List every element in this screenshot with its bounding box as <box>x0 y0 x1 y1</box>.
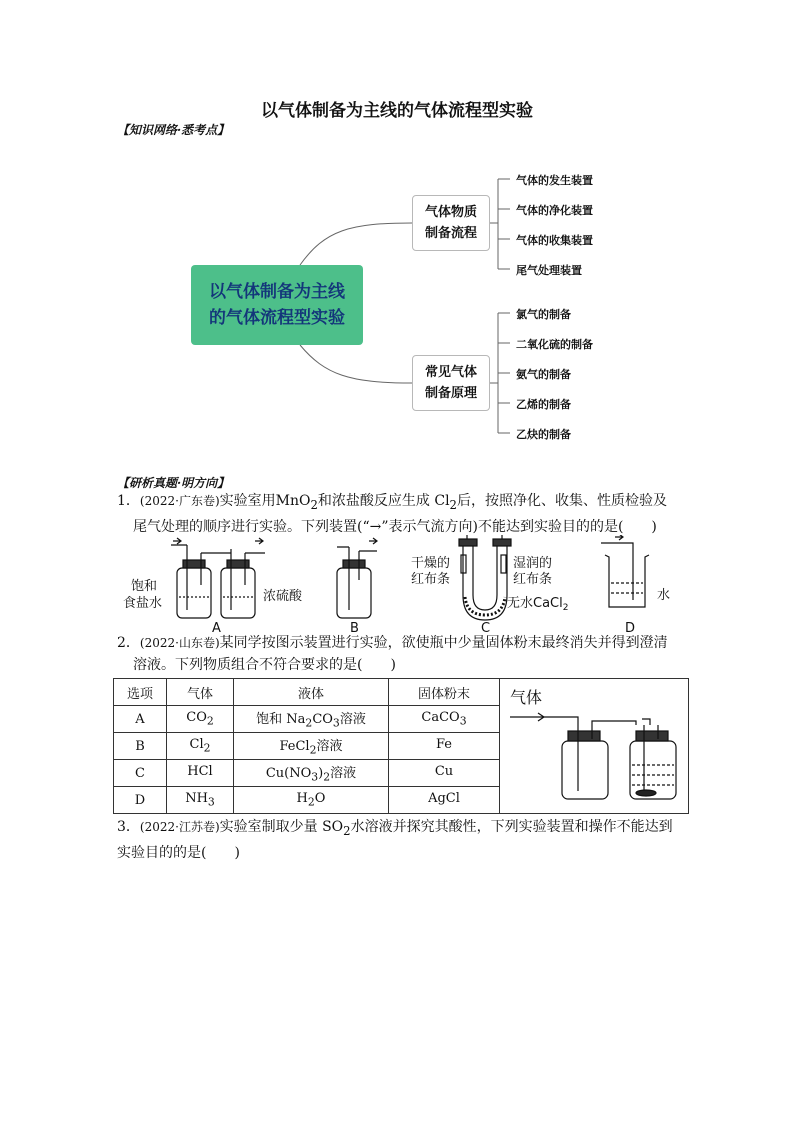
mind-map-leaf: 气体的收集装置 <box>516 234 593 247</box>
figC-label-l2: 红布条 <box>411 572 451 587</box>
table-row: A $CO_2$ 饱和 $Na_2CO_3$溶液 CaCO$_3$ <box>114 706 689 733</box>
figC-letter: C <box>481 621 491 635</box>
question-2: 2．(2022·山东卷)某同学按图示装置进行实验，欲使瓶中少量固体粉末最终消失并得到澄清 溶液。下列物质组合不符合要求的是( ) <box>117 635 668 673</box>
table-header-row: 选项 气体 液体 固体粉末 气体 <box>114 679 689 706</box>
section-heading-knowledge: 【知识网络·悉考点】 <box>117 123 230 137</box>
page-title: 以气体制备为主线的气体流程型实验 <box>261 101 533 121</box>
mind-map-leaf: 二氧化硫的制备 <box>516 338 593 351</box>
question-3: 3．(2022·江苏卷)实验室制取少量 $SO_2$水溶液并探究其酸性，下列实验装置和操作不能达到 实验目的的是( ) <box>117 819 673 861</box>
figC-label-r1: 湿润的 <box>513 556 553 571</box>
figB-letter: B <box>350 621 359 635</box>
figA-letter: A <box>212 621 221 635</box>
figD-label-right: 水 <box>657 588 671 603</box>
question-1: 1．(2022·广东卷)实验室用MnO$_2$和浓盐酸反应生成 $Cl_2$后，按照净化、收集、性质检验及 尾气处理的顺序进行实验。下列装置(“→”表示气流方向)不能达到实验目的的是( ) <box>117 493 667 535</box>
mind-map-leaf: 乙炔的制备 <box>516 428 571 441</box>
mind-map-branch-common-gases: 常见气体 制备原理 <box>412 355 490 411</box>
figC-label-bottom: 无水CaCl$_2$ <box>507 596 569 613</box>
mind-map <box>150 155 670 455</box>
question-number: 2． <box>117 635 140 651</box>
q1-apparatus-figure <box>115 535 690 635</box>
question-source: (2022·江苏卷) <box>139 820 220 834</box>
question-source: (2022·山东卷) <box>139 636 220 650</box>
mind-map-leaf: 气体的净化装置 <box>516 204 593 217</box>
figC-label-r2: 红布条 <box>513 572 553 587</box>
table-row: B $Cl_2$ FeCl$_2$溶液 Fe <box>114 733 689 760</box>
figD-letter: D <box>625 621 636 635</box>
q2-options-table <box>113 678 689 814</box>
q2-figure-label: 气体 <box>510 688 543 707</box>
mind-map-branch-preparation-flow: 气体物质 制备流程 <box>412 195 490 251</box>
figA-label-left2: 食盐水 <box>123 596 163 611</box>
question-number: 3． <box>117 819 140 835</box>
question-source: (2022·广东卷) <box>139 494 220 508</box>
mind-map-leaf: 乙烯的制备 <box>516 398 571 411</box>
q2-apparatus-figure <box>500 679 688 813</box>
question-number: 1． <box>117 493 140 509</box>
q2-figure-cell <box>500 679 689 814</box>
figC-label-l1: 干燥的 <box>411 556 451 571</box>
table-row: D $NH_3$ $H_2O$ AgCl <box>114 787 689 814</box>
mind-map-leaf: 尾气处理装置 <box>516 264 582 277</box>
section-heading-real-questions: 【研析真题·明方向】 <box>117 476 230 490</box>
mind-map-leaf: 氯气的制备 <box>516 308 571 321</box>
figA-label-left: 饱和 <box>131 579 158 594</box>
mind-map-leaf: 气体的发生装置 <box>516 174 593 187</box>
mind-map-center: 以气体制备为主线 的气体流程型实验 <box>191 265 363 345</box>
figA-label-right: 浓硫酸 <box>263 589 303 604</box>
mind-map-leaf: 氨气的制备 <box>516 368 571 381</box>
table-row: C HCl $Cu(NO_3)_2$溶液 Cu <box>114 760 689 787</box>
